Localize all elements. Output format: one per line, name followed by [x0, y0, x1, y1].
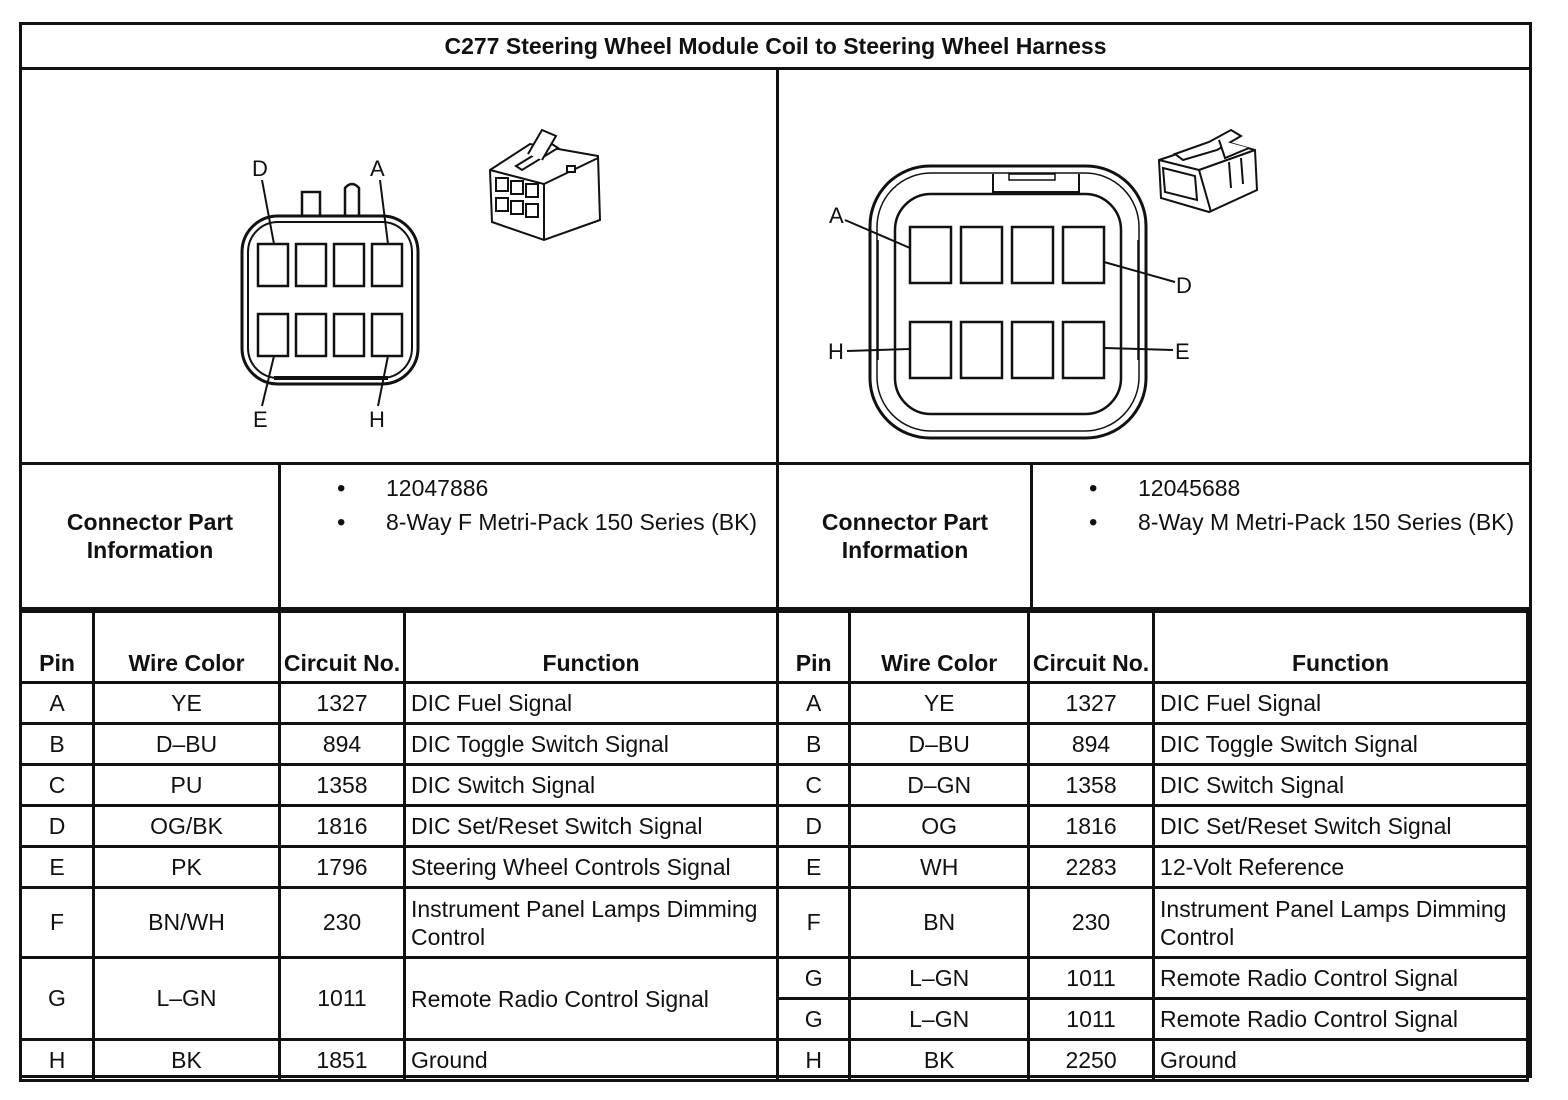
col-circuit: Circuit No. [280, 612, 405, 683]
function-cell: Steering Wheel Controls Signal [405, 847, 778, 888]
wire-color-cell: WH [850, 847, 1029, 888]
connector-figures [22, 70, 1529, 465]
connector-housing-outer [242, 216, 418, 384]
right-part-details [1033, 465, 1532, 607]
male-connector-figure [779, 70, 1532, 462]
cavity-c [296, 244, 326, 286]
circuit-cell: 1816 [280, 806, 405, 847]
function-cell: DIC Toggle Switch Signal [405, 724, 778, 765]
cavity-b [334, 244, 364, 286]
function-cell: DIC Switch Signal [1154, 765, 1528, 806]
function-cell: Instrument Panel Lamps Dimming Control [405, 888, 778, 958]
pin-label-d: D [252, 156, 268, 181]
circuit-cell: 1358 [280, 765, 405, 806]
cavity-h [372, 314, 402, 356]
function-cell: 12-Volt Reference [1154, 847, 1528, 888]
circuit-cell: 1011 [1029, 999, 1154, 1040]
function-cell: DIC Switch Signal [405, 765, 778, 806]
female-connector-isometric-icon [490, 130, 600, 240]
circuit-cell: 1796 [280, 847, 405, 888]
circuit-cell: 1358 [1029, 765, 1154, 806]
function-cell: Remote Radio Control Signal [1154, 958, 1528, 999]
table-row [21, 765, 778, 806]
left-part-number: • 12047886 [281, 474, 776, 503]
left-part-description: • 8-Way F Metri-Pack 150 Series (BK) [281, 508, 776, 537]
pin-cell: F [778, 888, 850, 958]
table-row [21, 958, 778, 1040]
right-part-number: • 12045688 [1033, 474, 1532, 503]
wire-color-cell: BK [94, 1040, 280, 1081]
table-row [778, 806, 1528, 847]
cavity-d [1063, 227, 1104, 283]
male-connector-isometric-icon [1159, 130, 1257, 212]
cavity-e [258, 314, 288, 356]
wire-color-cell: OG [850, 806, 1029, 847]
circuit-cell: 1011 [280, 958, 405, 1040]
left-pinout-table [19, 610, 779, 1082]
pin-label-e: E [253, 407, 268, 432]
pin-cell: A [778, 683, 850, 724]
function-cell: Remote Radio Control Signal [405, 958, 778, 1040]
wire-color-cell: L–GN [850, 999, 1029, 1040]
pin-cell: H [778, 1040, 850, 1081]
pin-cell: C [21, 765, 94, 806]
wire-color-cell: D–BU [850, 724, 1029, 765]
connector-part-info-row [22, 465, 1529, 610]
table-row [21, 847, 778, 888]
function-cell: Ground [1154, 1040, 1528, 1081]
circuit-cell: 230 [280, 888, 405, 958]
pin-label-e: E [1175, 339, 1190, 364]
pin-cell: B [778, 724, 850, 765]
pin-cell: B [21, 724, 94, 765]
cavity-g [334, 314, 364, 356]
circuit-cell: 1816 [1029, 806, 1154, 847]
pin-cell: D [21, 806, 94, 847]
function-cell: DIC Set/Reset Switch Signal [1154, 806, 1528, 847]
wire-color-cell: YE [850, 683, 1029, 724]
pin-label-a: A [370, 156, 385, 181]
table-row [778, 999, 1528, 1040]
circuit-cell: 1327 [280, 683, 405, 724]
function-cell: DIC Toggle Switch Signal [1154, 724, 1528, 765]
left-info-heading: Connector Part Information [66, 509, 234, 563]
cavity-f [296, 314, 326, 356]
right-pinout-table [776, 610, 1529, 1082]
table-row [778, 888, 1528, 958]
wire-color-cell: BN/WH [94, 888, 280, 958]
male-connector-diagram [779, 70, 1532, 462]
table-row [21, 724, 778, 765]
cavity-a [910, 227, 951, 283]
table-header-row [21, 612, 778, 683]
circuit-cell: 2283 [1029, 847, 1154, 888]
right-info-heading: Connector Part Information [821, 509, 989, 563]
table-row [778, 765, 1528, 806]
wire-color-cell: L–GN [94, 958, 280, 1040]
function-cell: Instrument Panel Lamps Dimming Control [1154, 888, 1528, 958]
female-connector-diagram [22, 70, 776, 462]
pin-cell: D [778, 806, 850, 847]
cavity-e [1063, 322, 1104, 378]
circuit-cell: 1851 [280, 1040, 405, 1081]
pin-label-d: D [1176, 273, 1192, 298]
function-cell: DIC Fuel Signal [1154, 683, 1528, 724]
female-connector-figure [22, 70, 776, 462]
cavity-d [258, 244, 288, 286]
pin-cell: G [778, 958, 850, 999]
table-row [778, 683, 1528, 724]
table-row [778, 724, 1528, 765]
col-wire-color: Wire Color [94, 612, 280, 683]
circuit-cell: 230 [1029, 888, 1154, 958]
table-row [778, 958, 1528, 999]
table-row [21, 888, 778, 958]
pin-label-h: H [828, 339, 844, 364]
cavity-g [961, 322, 1002, 378]
cavity-f [1012, 322, 1053, 378]
wire-color-cell: D–GN [850, 765, 1029, 806]
pin-cell: F [21, 888, 94, 958]
cavity-h [910, 322, 951, 378]
circuit-cell: 1011 [1029, 958, 1154, 999]
cavity-a [372, 244, 402, 286]
wire-color-cell: YE [94, 683, 280, 724]
table-row [778, 1040, 1528, 1081]
function-cell: DIC Set/Reset Switch Signal [405, 806, 778, 847]
pin-label-h: H [369, 407, 385, 432]
pin-cell: G [778, 999, 850, 1040]
pin-cell: E [21, 847, 94, 888]
table-row [778, 847, 1528, 888]
table-row [21, 683, 778, 724]
cavity-c [1012, 227, 1053, 283]
connector-key-icon [302, 192, 320, 218]
right-part-description: • 8-Way M Metri-Pack 150 Series (BK) [1033, 508, 1532, 537]
col-wire-color: Wire Color [850, 612, 1029, 683]
col-pin: Pin [21, 612, 94, 683]
table-header-row [778, 612, 1528, 683]
col-circuit: Circuit No. [1029, 612, 1154, 683]
connector-sheet [19, 22, 1532, 1078]
left-part-details [281, 465, 776, 607]
pin-cell: G [21, 958, 94, 1040]
circuit-cell: 2250 [1029, 1040, 1154, 1081]
col-function: Function [405, 612, 778, 683]
wire-color-cell: OG/BK [94, 806, 280, 847]
col-function: Function [1154, 612, 1528, 683]
circuit-cell: 1327 [1029, 683, 1154, 724]
table-row [21, 1040, 778, 1081]
circuit-cell: 894 [1029, 724, 1154, 765]
wire-color-cell: PU [94, 765, 280, 806]
pin-cell: E [778, 847, 850, 888]
table-row [21, 806, 778, 847]
pin-cell: A [21, 683, 94, 724]
pinout-tables [22, 610, 1529, 1075]
function-cell: Remote Radio Control Signal [1154, 999, 1528, 1040]
pin-cell: C [778, 765, 850, 806]
wire-color-cell: D–BU [94, 724, 280, 765]
function-cell: Ground [405, 1040, 778, 1081]
pin-label-a: A [829, 203, 844, 228]
wire-color-cell: BK [850, 1040, 1029, 1081]
col-pin: Pin [778, 612, 850, 683]
cavity-b [961, 227, 1002, 283]
wire-color-cell: PK [94, 847, 280, 888]
wire-color-cell: L–GN [850, 958, 1029, 999]
pin-cell: H [21, 1040, 94, 1081]
circuit-cell: 894 [280, 724, 405, 765]
wire-color-cell: BN [850, 888, 1029, 958]
function-cell: DIC Fuel Signal [405, 683, 778, 724]
page-title: C277 Steering Wheel Module Coil to Steering Wheel Harness [22, 25, 1529, 70]
